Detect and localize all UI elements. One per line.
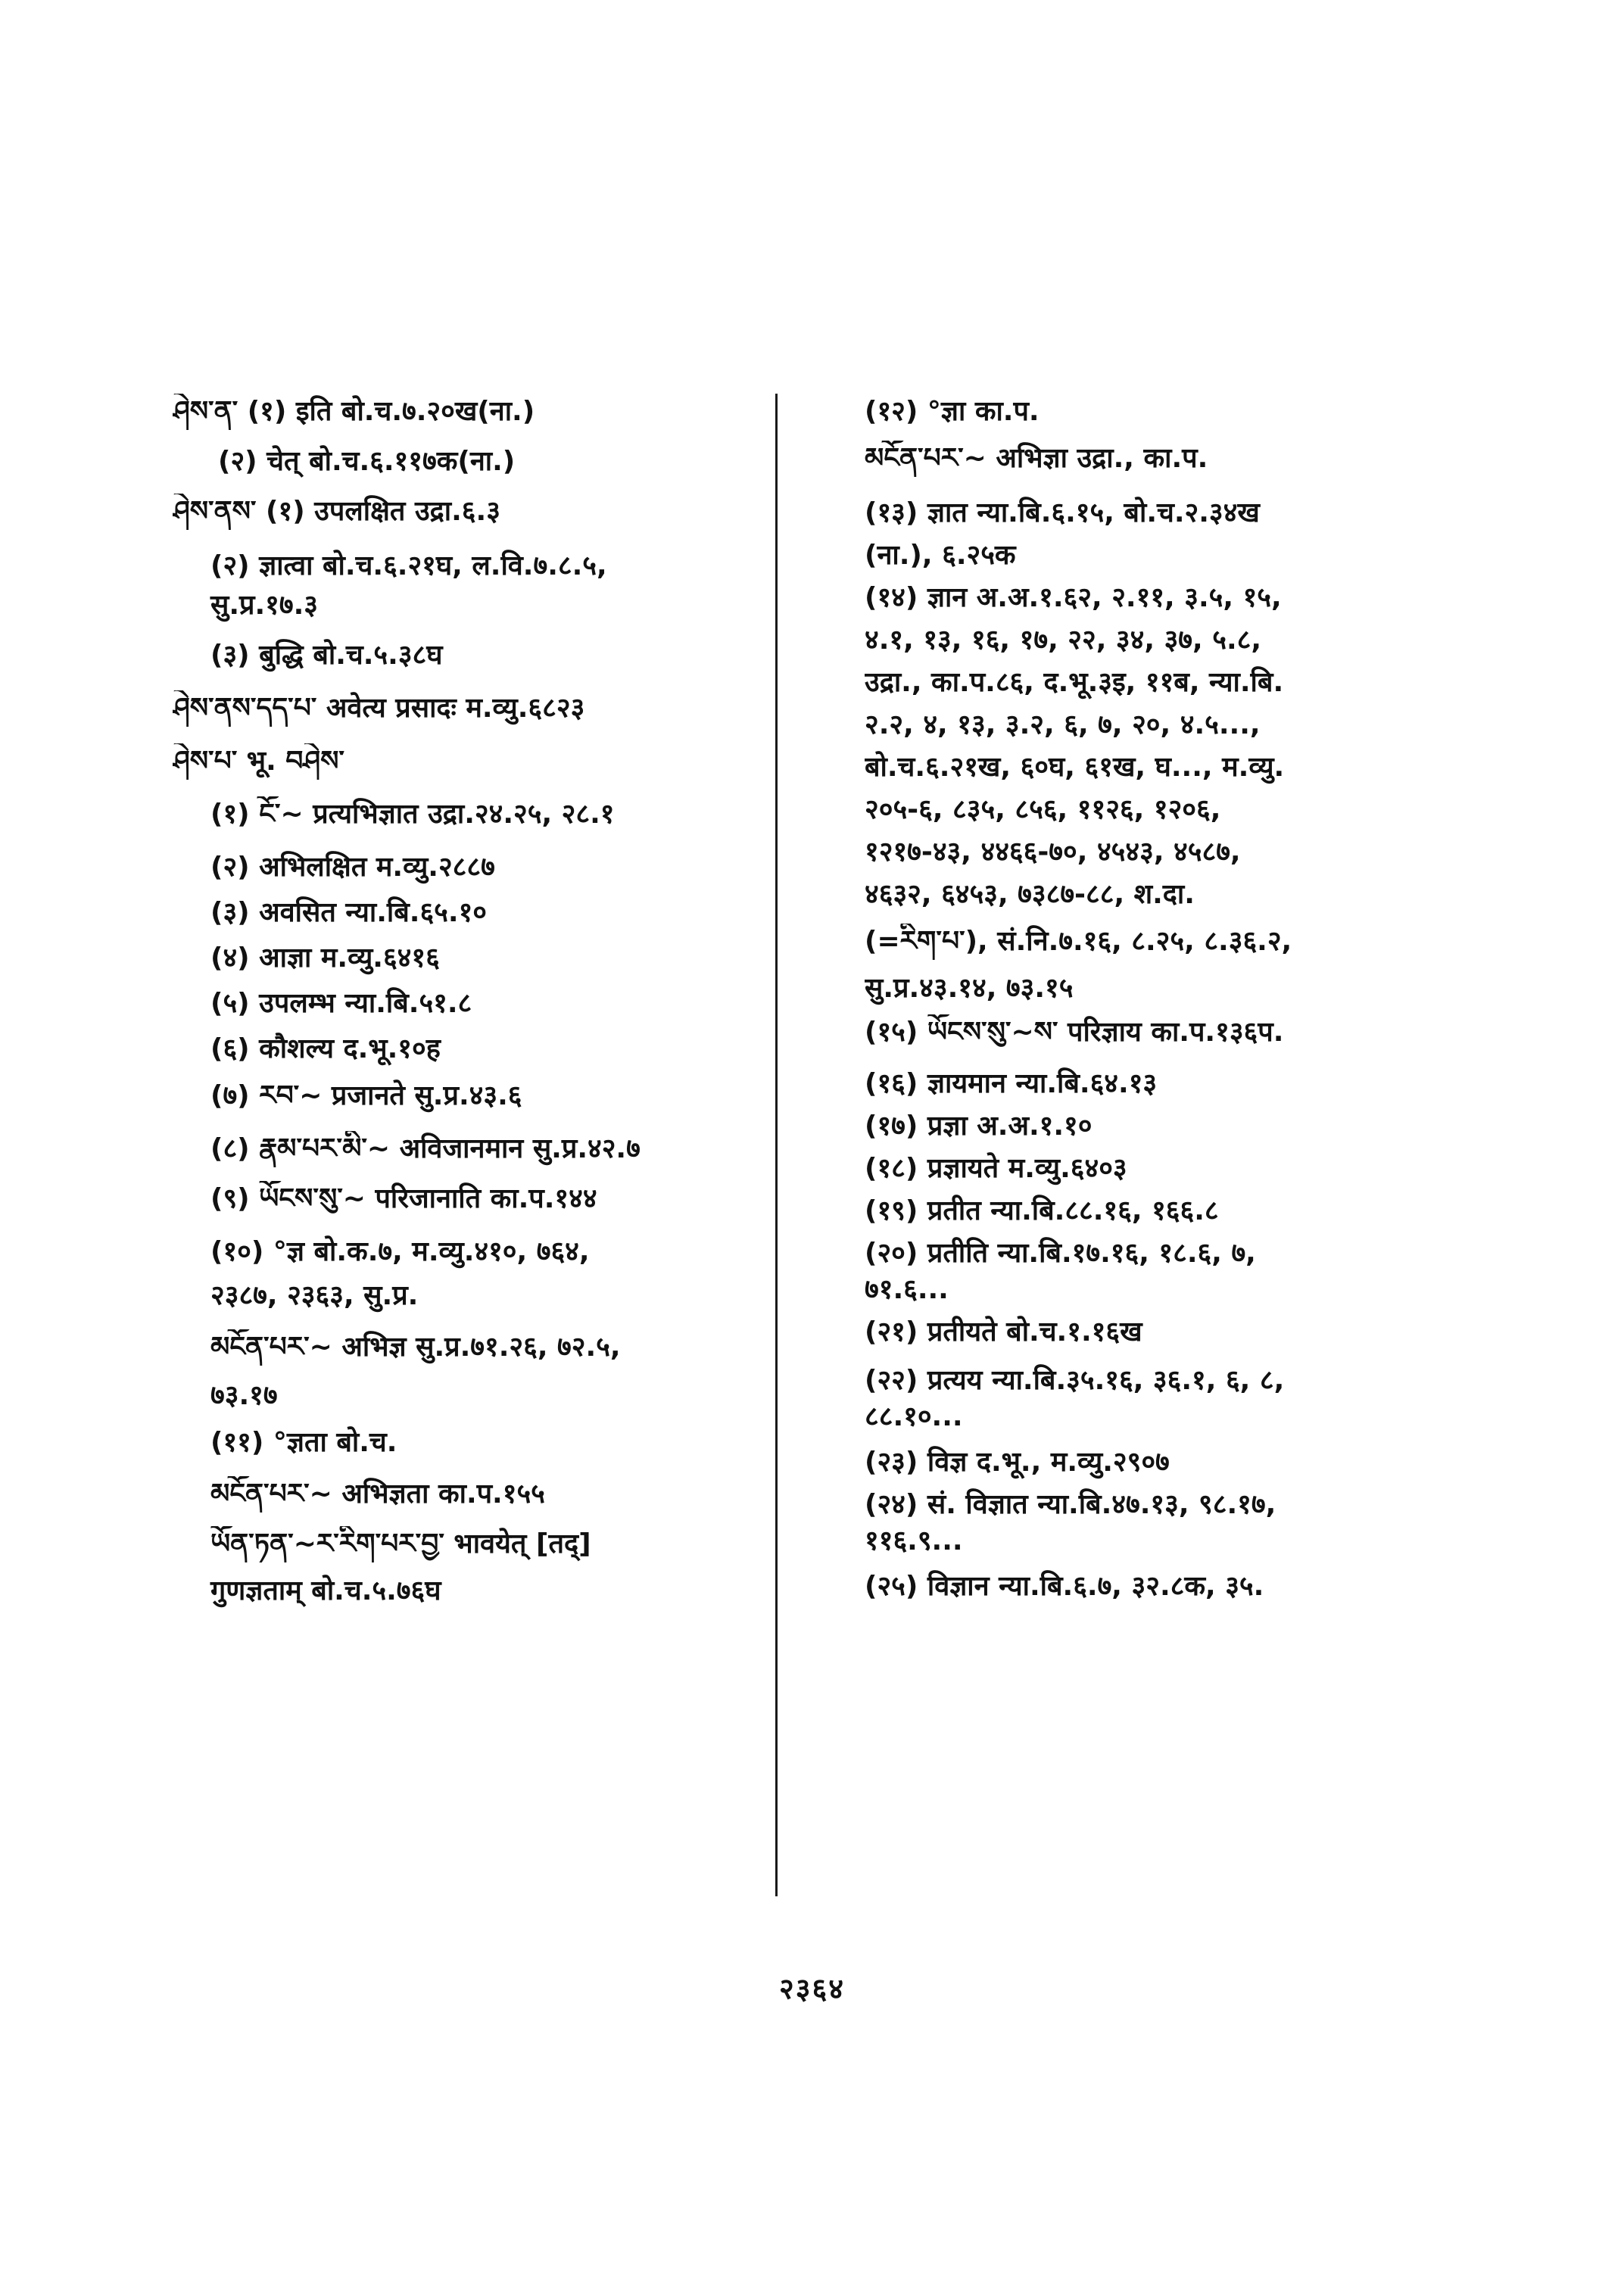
entry-line: (८) རྣམ་པར་མི་~ अविजानमान सु.प्र.४२.७ xyxy=(210,1133,641,1164)
left-column xyxy=(173,394,778,1609)
entry-line: (१९) प्रतीत न्या.बि.८८.१६, १६६.८ xyxy=(865,1195,1219,1226)
entry-line: सु.प्र.१७.३ xyxy=(210,590,319,621)
column-divider xyxy=(775,394,778,1896)
entry-line: ११६.९... xyxy=(865,1525,963,1556)
entry-line: (९) ཡོངས་སུ་~ परिजानाति का.प.१४४ xyxy=(210,1183,597,1214)
entry-line: (१७) प्रज्ञा अ.अ.१.१० xyxy=(865,1111,1093,1142)
entry-line: (ना.), ६.२५क xyxy=(865,540,1016,571)
entry-line: (२१) प्रतीयते बो.च.१.१६ख xyxy=(865,1316,1142,1347)
entry-line: (२३) विज्ञ द.भू., म.व्यु.२९०७ xyxy=(865,1447,1170,1478)
entry-line: (=རིག་པ་), सं.नि.७.१६, ८.२५, ८.३६.२, xyxy=(865,926,1292,957)
entry-line: ཤེས་པ་ भू. བཤེས་ xyxy=(173,746,344,777)
entry-line: ཤེས་ན་ (१) इति बो.च.७.२०ख(ना.) xyxy=(173,396,535,427)
entry-line: २.२, ४, १३, ३.२, ६, ७, २०, ४.५..., xyxy=(865,709,1261,740)
entry-line: उद्रा., का.प.८६, द.भू.३इ, ११ब, न्या.बि. xyxy=(865,667,1284,698)
page-number: २३६४ xyxy=(778,1972,846,2005)
entry-line: (१५) ཡོངས་སུ་~ས་ परिज्ञाय का.प.१३६प. xyxy=(865,1017,1284,1048)
entry-line: ७१.६... xyxy=(865,1274,949,1305)
entry-line: (२०) प्रतीति न्या.बि.१७.१६, १८.६, ७, xyxy=(865,1238,1256,1269)
entry-line: (४) आज्ञा म.व्यु.६४१६ xyxy=(210,942,440,974)
entry-line: गुणज्ञताम् बो.च.५.७६घ xyxy=(210,1575,441,1606)
entry-line: ८८.१०... xyxy=(865,1401,963,1432)
entry-line: ཡོན་ཏན་~ར་རིག་པར་བྱ་ भावयेत् [तद्] xyxy=(210,1528,591,1559)
entry-line: (१०) °ज्ञ बो.क.७, म.व्यु.४१०, ७६४, xyxy=(210,1236,590,1267)
entry-line: (२५) विज्ञान न्या.बि.६.७, ३२.८क, ३५. xyxy=(865,1571,1264,1602)
entry-line: མངོན་པར་~ अभिज्ञा उद्रा., का.प. xyxy=(865,443,1208,474)
entry-line: (१३) ज्ञात न्या.बि.६.१५, बो.च.२.३४ख xyxy=(865,497,1260,528)
entry-line: (२४) सं. विज्ञात न्या.बि.४७.१३, ९८.१७, xyxy=(865,1489,1276,1520)
entry-line: (३) अवसित न्या.बि.६५.१० xyxy=(210,897,488,928)
entry-line: (११) °ज्ञता बो.च. xyxy=(210,1427,397,1458)
entry-line: (५) उपलम्भ न्या.बि.५१.८ xyxy=(210,988,472,1019)
entry-line: बो.च.६.२१ख, ६०घ, ६१ख, घ..., म.व्यु. xyxy=(865,752,1285,783)
entry-line: २३८७, २३६३, सु.प्र. xyxy=(210,1280,419,1311)
entry-line: མངོན་པར་~ अभिज्ञ सु.प्र.७१.२६, ७२.५, xyxy=(210,1332,621,1363)
entry-line: (२२) प्रत्यय न्या.बि.३५.१६, ३६.१, ६, ८, xyxy=(865,1365,1285,1396)
entry-line: (३) बुद्धि बो.च.५.३८घ xyxy=(210,640,443,671)
entry-line: (१६) ज्ञायमान न्या.बि.६४.१३ xyxy=(865,1068,1158,1099)
entry-line: सु.प्र.४३.१४, ७३.१५ xyxy=(865,973,1074,1004)
entry-line: (७) རབ་~ प्रजानते सु.प्र.४३.६ xyxy=(210,1080,522,1111)
entry-line: २०५-६, ८३५, ८५६, ११२६, १२०६, xyxy=(865,794,1221,825)
entry-line: १२१७-४३, ४४६६-७०, ४५४३, ४५८७, xyxy=(865,837,1241,868)
entry-line: (१२) °ज्ञा का.प. xyxy=(865,396,1040,427)
right-column xyxy=(865,394,1455,1605)
entry-line: (२) चेत् बो.च.६.११७क(ना.) xyxy=(218,446,516,477)
entry-line: (१४) ज्ञान अ.अ.१.६२, २.११, ३.५, १५, xyxy=(865,582,1282,613)
entry-line: (१८) प्रज्ञायते म.व्यु.६४०३ xyxy=(865,1153,1127,1184)
entry-line: (१) ངོ་~ प्रत्यभिज्ञात उद्रा.२४.२५, २८.१ xyxy=(210,799,615,830)
entry-line: ७३.१७ xyxy=(210,1380,278,1411)
entry-line: (२) ज्ञात्वा बो.च.६.२१घ, ल.वि.७.८.५, xyxy=(210,550,607,581)
entry-line: མངོན་པར་~ अभिज्ञता का.प.१५५ xyxy=(210,1478,545,1509)
entry-line: ४६३२, ६४५३, ७३८७-८८, श.दा. xyxy=(865,879,1195,910)
entry-line: (६) कौशल्य द.भू.१०ह xyxy=(210,1033,441,1064)
entry-line: ४.१, १३, १६, १७, २२, ३४, ३७, ५.८, xyxy=(865,625,1262,656)
entry-line: (२) अभिलक्षित म.व्यु.२८८७ xyxy=(210,852,495,883)
entry-line: ཤེས་ནས་ (१) उपलक्षित उद्रा.६.३ xyxy=(173,496,500,527)
entry-line: ཤེས་ནས་དད་པ་ अवेत्य प्रसादः म.व्यु.६८२३ xyxy=(173,693,585,724)
